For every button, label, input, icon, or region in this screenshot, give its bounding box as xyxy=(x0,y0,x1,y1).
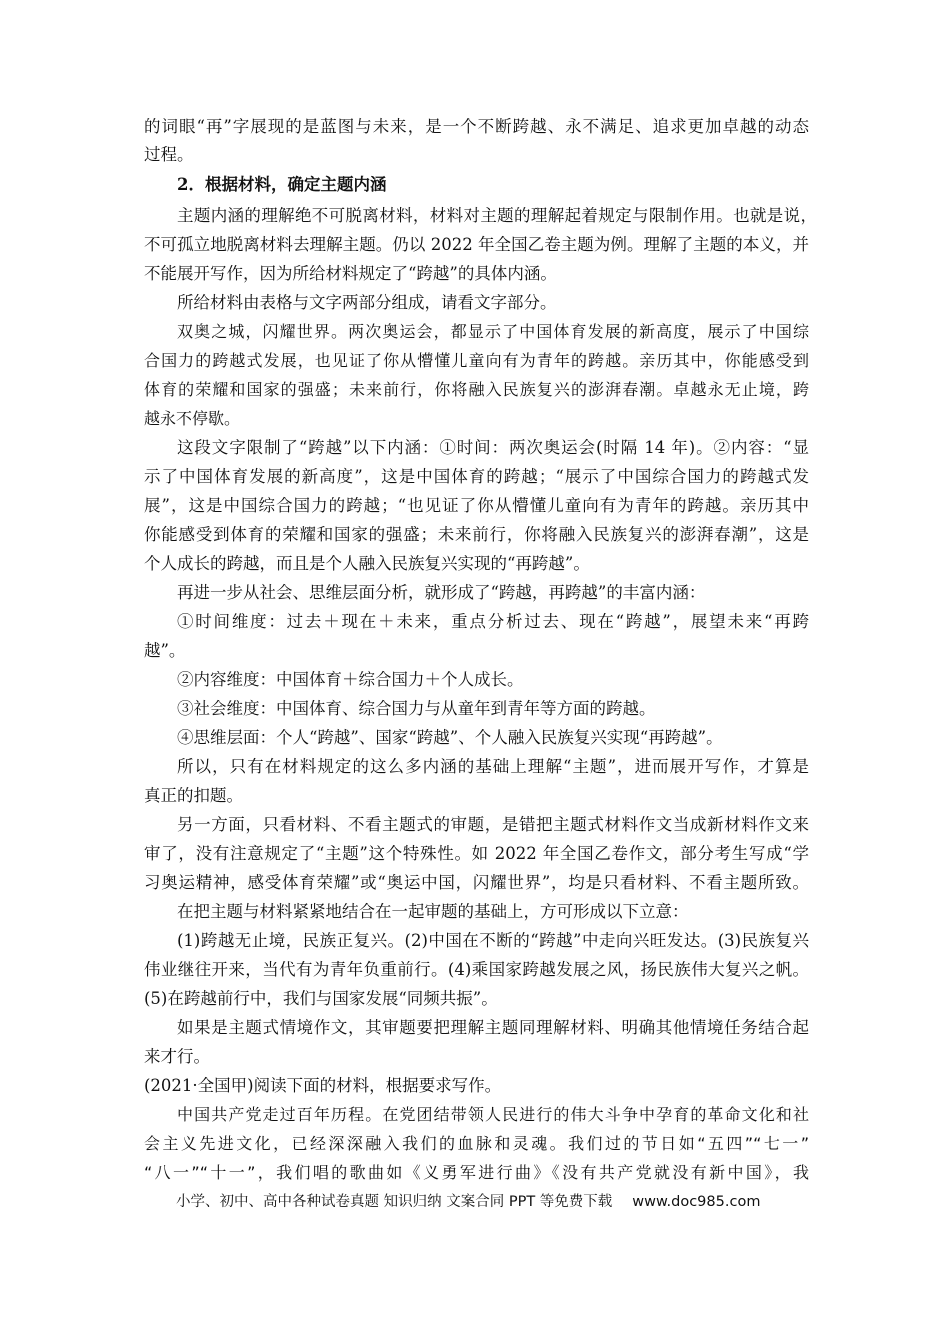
text-line: 越”。 xyxy=(144,641,186,660)
text-line: 真正的扣题。 xyxy=(144,786,243,805)
text-line: 再进一步从社会、思维层面分析，就形成了“跨越，再跨越”的丰富内涵： xyxy=(177,583,706,602)
text-line: 展”，这是中国综合国力的跨越；“也见证了你从懵懂儿童向有为青年的跨越。亲历其中 xyxy=(144,496,809,515)
footer-text: 小学、初中、高中各种试卷真题 知识归纳 文案合同 PPT 等免费下载 xyxy=(176,1194,613,1210)
quote-line: “八一”“十一”，我们唱的歌曲如《义勇军进行曲》《没有共产党就没有新中国》，我 xyxy=(144,1163,809,1182)
text-line: 你能感受到体育的荣耀和国家的强盛；未来前行，你将融入民族复兴的澎湃春潮”，这是 xyxy=(144,525,809,544)
quote-line: 体育的荣耀和国家的强盛；未来前行，你将融入民族复兴的澎湃春潮。卓越永无止境，跨 xyxy=(144,380,809,399)
text-line: 这段文字限制了“跨越”以下内涵：①时间：两次奥运会(时隔 14 年)。②内容：“显 xyxy=(177,438,809,457)
list-item: (5)在跨越前行中，我们与国家发展“同频共振”。 xyxy=(144,989,498,1008)
text-line: 如果是主题式情境作文，其审题要把理解主题同理解材料、明确其他情境任务结合起 xyxy=(177,1018,809,1037)
text-line: 的词眼“再”字展现的是蓝图与未来，是一个不断跨越、永不满足、追求更加卓越的动态 xyxy=(144,117,809,136)
text-line: 所给材料由表格与文字两部分组成，请看文字部分。 xyxy=(177,293,557,312)
text-line: 习奥运精神，感受体育荣耀”或“奥运中国，闪耀世界”，均是只看材料、不看主题所致。 xyxy=(144,873,809,892)
quote-line: 合国力的跨越式发展，也见证了你从懵懂儿童向有为青年的跨越。亲历其中，你能感受到 xyxy=(144,351,809,370)
text-line: 审了，没有注意规定了“主题”这个特殊性。如 2022 年全国乙卷作文，部分考生写成“学 xyxy=(144,844,809,863)
text-line: 不可孤立地脱离材料去理解主题。仍以 2022 年全国乙卷主题为例。理解了主题的本义，并 xyxy=(144,235,809,254)
text-line: 主题内涵的理解绝不可脱离材料，材料对主题的理解起着规定与限制作用。也就是说， xyxy=(177,206,817,225)
quote-line: 中国共产党走过百年历程。在党团结带领人民进行的伟大斗争中孕育的革命文化和社 xyxy=(177,1105,809,1124)
text-line: 另一方面，只看材料、不看主题式的审题，是错把主题式材料作文当成新材料作文来 xyxy=(177,815,809,834)
text-line: 所以，只有在材料规定的这么多内涵的基础上理解“主题”，进而展开写作，才算是 xyxy=(177,757,809,776)
section-heading: 2．根据材料，确定主题内涵 xyxy=(177,175,387,194)
list-item: ②内容维度：中国体育＋综合国力＋个人成长。 xyxy=(177,670,524,689)
list-item: ①时间维度：过去＋现在＋未来，重点分析过去、现在“跨越”，展望未来“再跨 xyxy=(177,612,809,631)
text-line: 不能展开写作，因为所给材料规定了“跨越”的具体内涵。 xyxy=(144,264,557,283)
text-line: 示了中国体育发展的新高度”，这是中国体育的跨越；“展示了中国综合国力的跨越式发 xyxy=(144,467,809,486)
list-item: (1)跨越无止境，民族正复兴。(2)中国在不断的“跨越”中走向兴旺发达。(3)民族复兴 xyxy=(177,931,809,950)
quote-line: 双奥之城，闪耀世界。两次奥运会，都显示了中国体育发展的新高度，展示了中国综 xyxy=(177,322,809,341)
text-line: 来才行。 xyxy=(144,1047,210,1066)
quote-line: 会主义先进文化，已经深深融入我们的血脉和灵魂。我们过的节日如“五四”“七一” xyxy=(144,1134,809,1153)
footer-url-link[interactable]: www.doc985.com xyxy=(632,1194,761,1210)
text-line: 在把主题与材料紧紧地结合在一起审题的基础上，方可形成以下立意： xyxy=(177,902,689,921)
list-item: 伟业继往开来，当代有为青年负重前行。(4)乘国家跨越发展之风，扬民族伟大复兴之帆。 xyxy=(144,960,809,979)
text-line: 个人成长的跨越，而且是个人融入民族复兴实现的“再跨越”。 xyxy=(144,554,590,573)
question-source: (2021·全国甲)阅读下面的材料，根据要求写作。 xyxy=(144,1076,502,1095)
list-item: ④思维层面：个人“跨越”、国家“跨越”、个人融入民族复兴实现“再跨越”。 xyxy=(177,728,723,747)
list-item: ③社会维度：中国体育、综合国力与从童年到青年等方面的跨越。 xyxy=(177,699,656,718)
footer xyxy=(176,1190,816,1211)
text-line: 过程。 xyxy=(144,145,194,164)
quote-line: 越永不停歇。 xyxy=(144,409,241,428)
